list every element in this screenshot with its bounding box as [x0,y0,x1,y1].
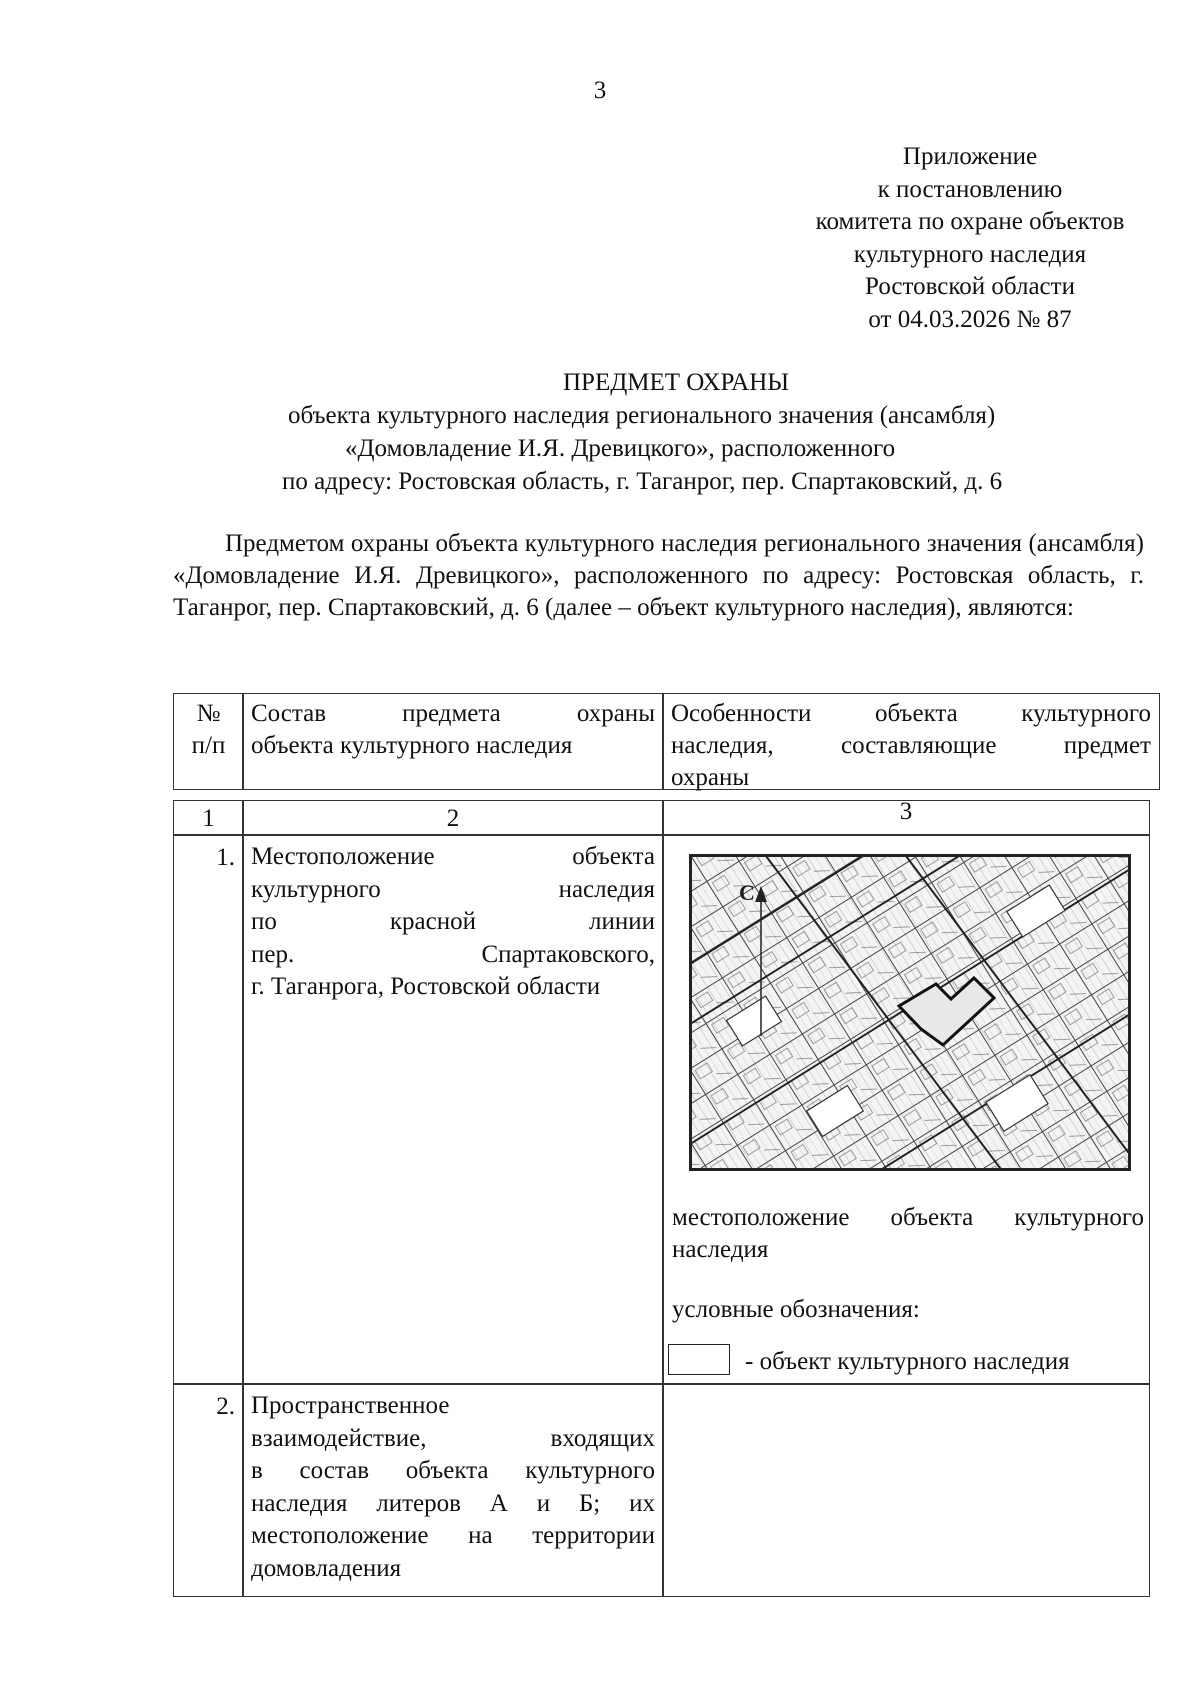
row-number: 2. [216,1393,235,1420]
intro-text: Предметом охраны объекта культурного наследия регионального значения (ансамбля) «Домовладение И.Я. Древицкого», расположенного по адресу: Ростовская область, г. Таганрог, пер. Спартаковский, д. 6 (далее – объект культурного наследия), являются: [173,530,1144,621]
column-number-cell [173,800,244,836]
header-composition-line: объекта культурного наследия [251,732,573,759]
header-composition-cell [242,693,664,790]
table-row-2-num-cell [173,1383,244,1597]
title-line: «Домовладение И.Я. Древицкого», расположенного [345,435,896,462]
title-heading: ПРЕДМЕТ ОХРАНЫ [563,369,790,396]
header-features-line: наследия, составляющие предмет [671,732,1151,759]
composition-line: Пространственное [251,1392,450,1419]
cadastral-map-drawing [691,856,1129,1169]
column-number: 2 [446,805,460,832]
composition-line: по красной линии [251,908,655,935]
composition-line: Местоположение объекта [251,843,655,870]
appendix-line: Приложение [902,143,1038,170]
header-num-line: п/п [191,732,226,759]
header-num-line: № [196,700,221,727]
title-line: объекта культурного наследия регионального значения (ансамбля) [288,402,996,429]
legend-symbol-box [668,1344,730,1375]
appendix-line: культурного наследия [853,240,1087,268]
legend-title: условные обозначения: [672,1296,920,1323]
location-map-image [689,854,1131,1171]
header-num-cell [173,693,244,790]
composition-line: местоположение на территории [251,1522,655,1549]
column-number: 3 [899,798,913,825]
map-north-label: С [739,880,755,905]
composition-line: г. Таганрога, Ростовской области [251,973,601,1000]
composition-line: в состав объекта культурного [251,1457,655,1484]
column-number-cell [242,800,664,836]
composition-line: домовладения [251,1554,402,1582]
composition-line: взаимодействие, входящих [251,1424,655,1452]
table-row-2-features-cell [662,1383,1150,1597]
composition-line: пер. Спартаковского, [251,940,655,968]
table-row-1-num-cell [173,834,244,1385]
appendix-line: к постановлению [877,175,1063,203]
column-number: 1 [202,805,215,832]
appendix-line: от 04.03.2026 № 87 [868,305,1072,333]
map-caption-line: наследия [672,1236,769,1263]
appendix-block [790,141,1150,336]
column-number-cell [662,800,1150,836]
header-features-cell [662,693,1160,790]
table-row-2-composition-cell [242,1383,664,1597]
row-number: 1. [216,844,235,871]
map-caption-line: местоположение объекта культурного [672,1204,1144,1231]
appendix-line: комитета по охране объектов [815,208,1125,235]
table-row-1-composition-cell [242,834,664,1385]
header-features-line: охраны [671,764,750,791]
map-caption [672,1202,1144,1266]
header-features-line: Особенности объекта культурного [671,700,1151,727]
header-composition-line: Состав предмета охраны [251,700,655,727]
title-line: по адресу: Ростовская область, г. Таганрог, пер. Спартаковский, д. 6 [282,468,1003,495]
composition-line: культурного наследия [251,875,655,903]
legend-item: - объект культурного наследия [745,1348,1070,1375]
intro-paragraph [173,528,1144,624]
appendix-line: Ростовской области [865,273,1075,300]
page-number: 3 [593,77,607,104]
composition-line: наследия литеров А и Б; их [251,1489,655,1517]
